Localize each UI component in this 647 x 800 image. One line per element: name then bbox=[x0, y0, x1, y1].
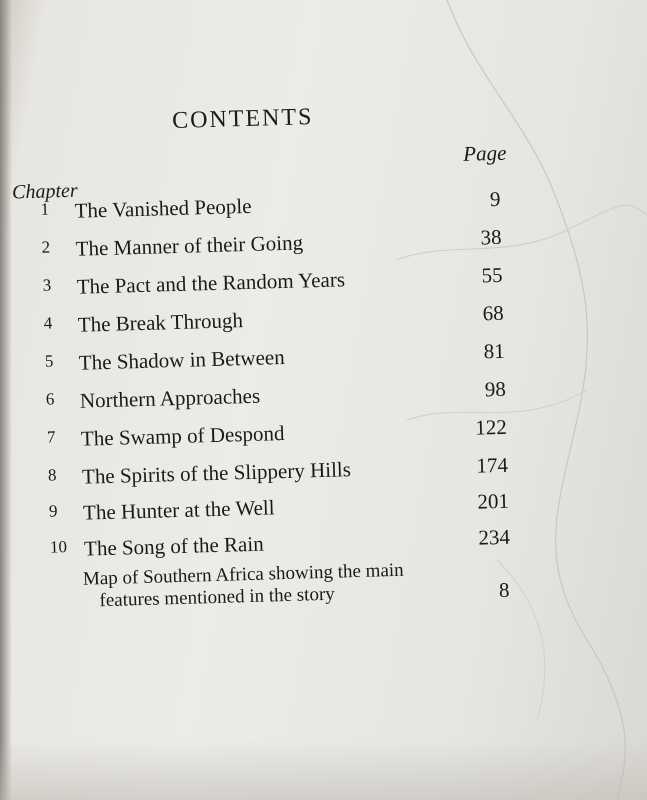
chapter-number: 10 bbox=[49, 537, 68, 557]
toc-row bbox=[41, 225, 502, 268]
chapter-number: 1 bbox=[40, 199, 50, 219]
chapter-number: 8 bbox=[47, 465, 57, 485]
map-entry-line-1: Map of Southern Africa showing the main bbox=[82, 559, 404, 590]
toc-row bbox=[45, 339, 506, 382]
map-entry-page: 8 bbox=[498, 577, 510, 603]
chapter-number: 4 bbox=[43, 313, 53, 333]
chapter-title: The Pact and the Random Years bbox=[76, 267, 346, 299]
chapter-number: 9 bbox=[48, 501, 58, 521]
chapter-number: 6 bbox=[45, 389, 55, 409]
map-entry bbox=[83, 557, 514, 613]
chapter-page: 38 bbox=[480, 224, 502, 250]
chapter-page: 9 bbox=[489, 186, 501, 212]
chapter-title: The Hunter at the Well bbox=[82, 495, 275, 525]
chapter-title: The Shadow in Between bbox=[78, 344, 285, 375]
chapter-page: 234 bbox=[478, 524, 511, 550]
chapter-title: The Vanished People bbox=[74, 193, 252, 223]
toc-row bbox=[43, 301, 504, 344]
chapter-page: 122 bbox=[474, 414, 508, 440]
chapter-page: 55 bbox=[481, 262, 503, 288]
chapter-page: 201 bbox=[477, 488, 510, 514]
chapter-number: 5 bbox=[44, 351, 54, 371]
toc-row bbox=[42, 263, 503, 306]
chapter-column-header: Chapter bbox=[11, 179, 78, 204]
chapter-title: The Spirits of the Slippery Hills bbox=[81, 457, 352, 489]
chapter-title: The Song of the Rain bbox=[83, 531, 264, 561]
toc-row bbox=[49, 489, 510, 532]
chapter-number: 2 bbox=[41, 237, 51, 257]
chapter-page: 98 bbox=[484, 376, 507, 402]
toc-row bbox=[48, 453, 509, 496]
map-entry-line-2: features mentioned in the story bbox=[99, 583, 336, 612]
toc-row bbox=[46, 377, 507, 420]
chapter-page: 174 bbox=[476, 452, 509, 478]
chapter-number: 7 bbox=[46, 427, 56, 447]
chapter-number: 3 bbox=[42, 275, 52, 295]
toc-row bbox=[40, 187, 501, 230]
chapter-page: 81 bbox=[483, 338, 506, 364]
chapter-page: 68 bbox=[482, 300, 504, 326]
chapter-title: The Break Through bbox=[77, 308, 244, 337]
contents-heading: CONTENTS bbox=[171, 104, 314, 135]
page-column-header: Page bbox=[462, 140, 507, 166]
chapter-title: The Manner of their Going bbox=[75, 230, 304, 261]
toc-row bbox=[47, 415, 508, 458]
chapter-title: Northern Approaches bbox=[79, 383, 261, 413]
chapter-title: The Swamp of Despond bbox=[80, 421, 285, 451]
